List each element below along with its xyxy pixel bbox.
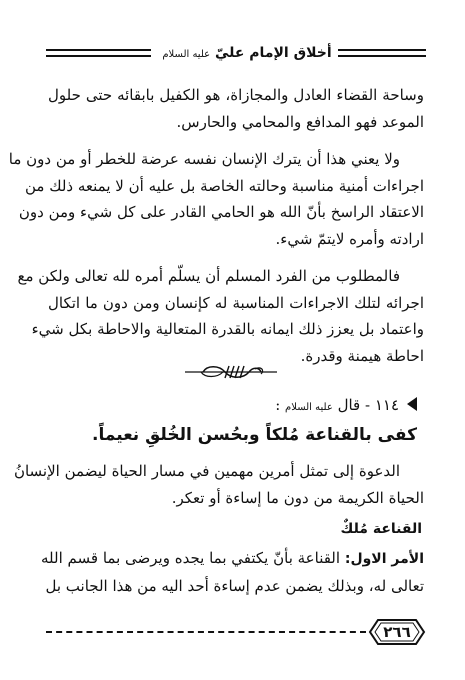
text-line: الحياة الكريمة من دون ما إساءة أو تعكر. bbox=[171, 488, 424, 507]
point-label: الأمر الاول: bbox=[344, 551, 424, 567]
footer-dashed-rule bbox=[46, 631, 366, 633]
text-line: ارادته وأمره لايتمّ شيء. bbox=[275, 229, 424, 248]
header-rule-left bbox=[46, 49, 151, 57]
hadith-colon: : bbox=[275, 396, 281, 414]
text-line: فالمطلوب من الفرد المسلم أن يسلّم أمره لله تعالى ولكن مع bbox=[17, 267, 400, 285]
text-line: الموعد فهو المدافع والمحامي والحارس. bbox=[176, 112, 424, 131]
text-line: وساحة القضاء العادل والمجازاة، هو الكفيل بابقائه حتى حلول bbox=[48, 86, 424, 104]
text-line: واعتماد بل يعزز ذلك ايمانه بالقدرة المتعالية والاحاطة بكل شيء bbox=[31, 320, 424, 338]
header-rule-right bbox=[338, 49, 426, 57]
running-header bbox=[46, 41, 426, 67]
header-title bbox=[158, 41, 336, 67]
triangle-marker-icon bbox=[407, 397, 417, 411]
page-footer bbox=[46, 618, 426, 646]
body-text bbox=[8, 82, 424, 369]
text-line: اجرائه لتلك الاجراءات المناسبة له كإنسان ومن دون ما اتكال bbox=[48, 293, 424, 312]
text-line: اجراءات أمنية مناسبة وحالته الخاصة بل عليه أن لا يمنعه ذلك من bbox=[25, 176, 424, 195]
paragraph-3 bbox=[17, 263, 424, 369]
commentary-text bbox=[13, 458, 424, 599]
header-honorific: عليه السلام bbox=[162, 49, 211, 60]
text-line: ولا يعني هذا أن يترك الإنسان نفسه عرضة للخطر أو من دون ما bbox=[8, 150, 400, 168]
text-line: الاعتقاد الراسخ بأنّ الله هو الحامي القادر على كل شيء ومن دون bbox=[18, 203, 424, 221]
text-line: تعالى له، وبذلك يضمن عدم إساءة أحد اليه من هذا الجانب بل bbox=[45, 576, 424, 595]
header-title-text: أخلاق الإمام عليّ bbox=[214, 45, 332, 61]
ornament-divider-icon bbox=[185, 361, 277, 383]
hadith-number-line bbox=[275, 393, 417, 420]
text-line bbox=[41, 545, 424, 573]
point-text: القناعة بأنّ يكتفي بما يجده ويرضى بما قسم الله bbox=[41, 549, 341, 567]
paragraph-4 bbox=[13, 458, 424, 511]
paragraph-2 bbox=[8, 146, 424, 252]
text-line: الدعوة إلى تمثل أمرين مهمين في مسار الحياة ليضمن الإنسانُ bbox=[13, 462, 400, 480]
hadith-quote: كفى بالقناعة مُلكاً وبحُسن الخُلقِ نعيماً. bbox=[92, 425, 417, 445]
section-subheading: القناعة مُلكٌ bbox=[340, 521, 422, 537]
paragraph-5 bbox=[41, 545, 424, 599]
paragraph-1 bbox=[48, 82, 424, 135]
text-line: احاطة هيمنة وقدرة. bbox=[300, 346, 424, 365]
page-number: ٢٦٦ bbox=[383, 623, 411, 641]
hadith-honorific: عليه السلام bbox=[285, 402, 333, 413]
hadith-number: ١١٤ - قال bbox=[337, 396, 399, 414]
